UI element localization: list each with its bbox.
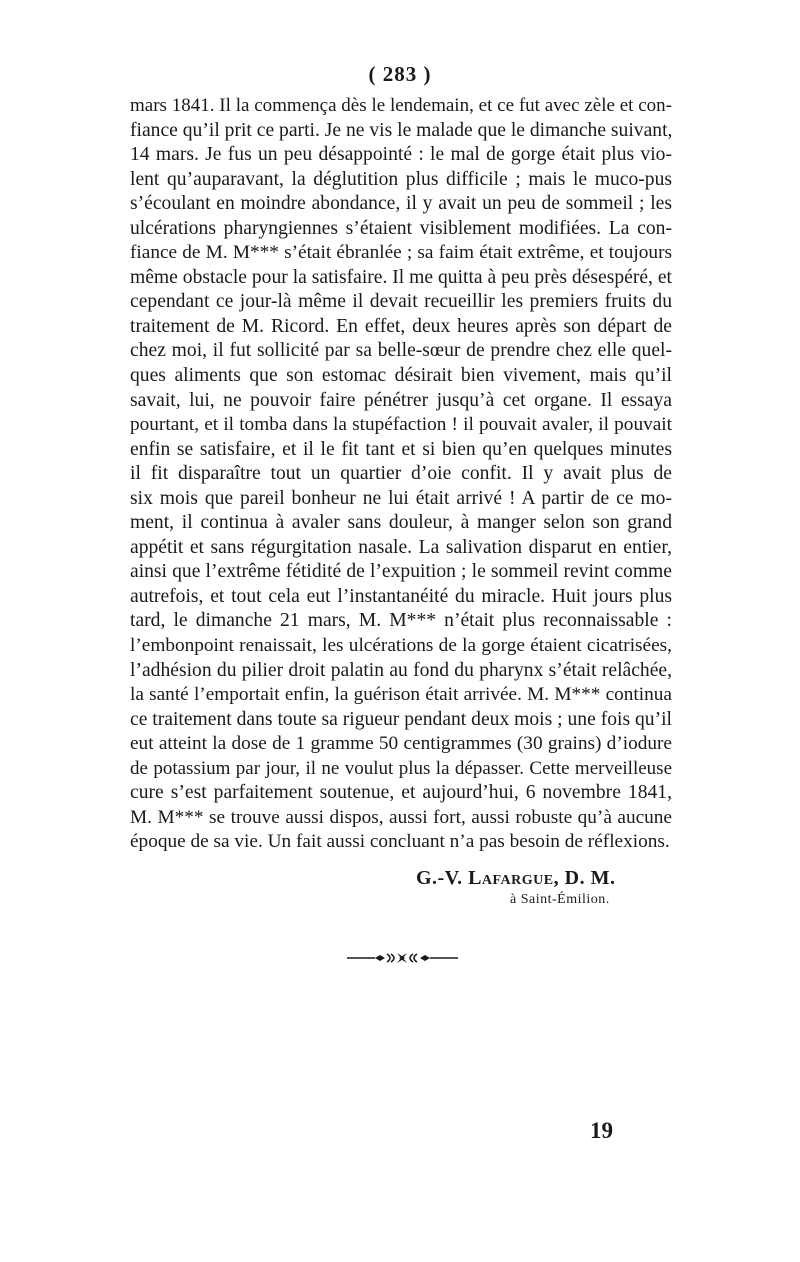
text-line: fiance qu’il prit ce parti. Je ne vis le malade que le dimanche suivant,: [130, 119, 673, 141]
signature-mark: 19: [590, 1118, 613, 1143]
text-line: l’adhésion du pilier droit palatin au fond du pharynx s’était relâchée,: [130, 659, 672, 681]
text-line: enfin se satisfaire, et il le fit tant et si bien qu’en quelques minutes: [130, 438, 672, 460]
text-line: fiance de M. M*** s’était ébranlée ; sa faim était extrême, et toujours: [130, 242, 672, 264]
author-name: Lafargue: [468, 867, 554, 889]
text-line: ment, il continua à avaler sans douleur, à manger selon son grand: [130, 512, 672, 534]
text-line: la santé l’emportait enfin, la guérison était arrivée. M. M*** continua: [130, 684, 672, 706]
text-line: appétit et sans régurgitation nasale. La salivation disparut en entier,: [130, 536, 672, 558]
text-line: ainsi que l’extrême fétidité de l’expuition ; le sommeil revint comme: [130, 561, 672, 583]
text-line: s’écoulant en moindre abondance, il y avait un peu de sommeil ; les: [130, 193, 672, 215]
text-line: mars 1841. Il la commença dès le lendemain, et ce fut avec zèle et con-: [130, 95, 672, 116]
text-line: 14 mars. Je fus un peu désappointé : le mal de gorge était plus vio-: [130, 144, 672, 166]
text-line: l’embonpoint renaissait, les ulcérations de la gorge étaient cicatrisées,: [130, 635, 672, 657]
text-line: de potassium par jour, il ne voulut plus la dépasser. Cette merveilleuse: [130, 757, 672, 779]
text-line: cure s’est parfaitement soutenue, et aujourd’hui, 6 novembre 1841,: [130, 782, 672, 804]
author-signature: [416, 867, 615, 890]
author-title: , D. M.: [553, 867, 616, 889]
text-line: savait, lui, ne pouvoir faire pénétrer jusqu’à cet organe. Il essaya: [130, 389, 672, 411]
text-line: époque de sa vie. Un fait aussi concluant n’a pas besoin de réflexions.: [130, 831, 670, 853]
text-line: six mois que pareil bonheur ne lui était arrivé ! A partir de ce mo-: [130, 487, 672, 509]
text-line: pourtant, et il tomba dans la stupéfaction ! il pouvait avaler, il pouvait: [130, 414, 672, 436]
text-line: M. M*** se trouve aussi dispos, aussi fort, aussi robuste qu’à aucune: [130, 806, 672, 828]
text-line: ce traitement dans toute sa rigueur pendant deux mois ; une fois qu’il: [130, 708, 672, 730]
text-line: ques aliments que son estomac désirait bien vivement, mais qu’il: [130, 365, 672, 387]
text-line: eut atteint la dose de 1 gramme 50 centigrammes (30 grains) d’iodure: [130, 733, 672, 755]
author-place: à Saint-Émilion.: [510, 892, 610, 907]
text-line: lent qu’auparavant, la déglutition plus difficile ; mais le muco-pus: [130, 168, 672, 190]
text-line: cependant ce jour-là même il devait recueillir les premiers fruits du: [130, 291, 672, 313]
text-line: même obstacle pour la satisfaire. Il me quitta à peu près désespéré, et: [130, 266, 672, 288]
page-number: ( 283 ): [368, 62, 432, 86]
text-line: traitement de M. Ricord. En effet, deux heures après son départ de: [130, 315, 672, 337]
text-line: ulcérations pharyngiennes s’étaient visiblement modifiées. La con-: [130, 217, 672, 239]
text-line: tard, le dimanche 21 mars, M. M*** n’était plus reconnaissable :: [130, 610, 672, 632]
text-line: chez moi, il fut sollicité par sa belle-sœur de prendre chez elle quel-: [130, 340, 672, 362]
text-line: il fit disparaître tout un quartier d’oie confit. Il y avait plus de: [130, 463, 672, 485]
body-text: [130, 94, 672, 855]
text-line: autrefois, et tout cela eut l’instantanéité du miracle. Huit jours plus: [130, 585, 672, 607]
ornament-divider-icon: [345, 950, 460, 966]
author-initials: G.-V.: [416, 867, 469, 889]
